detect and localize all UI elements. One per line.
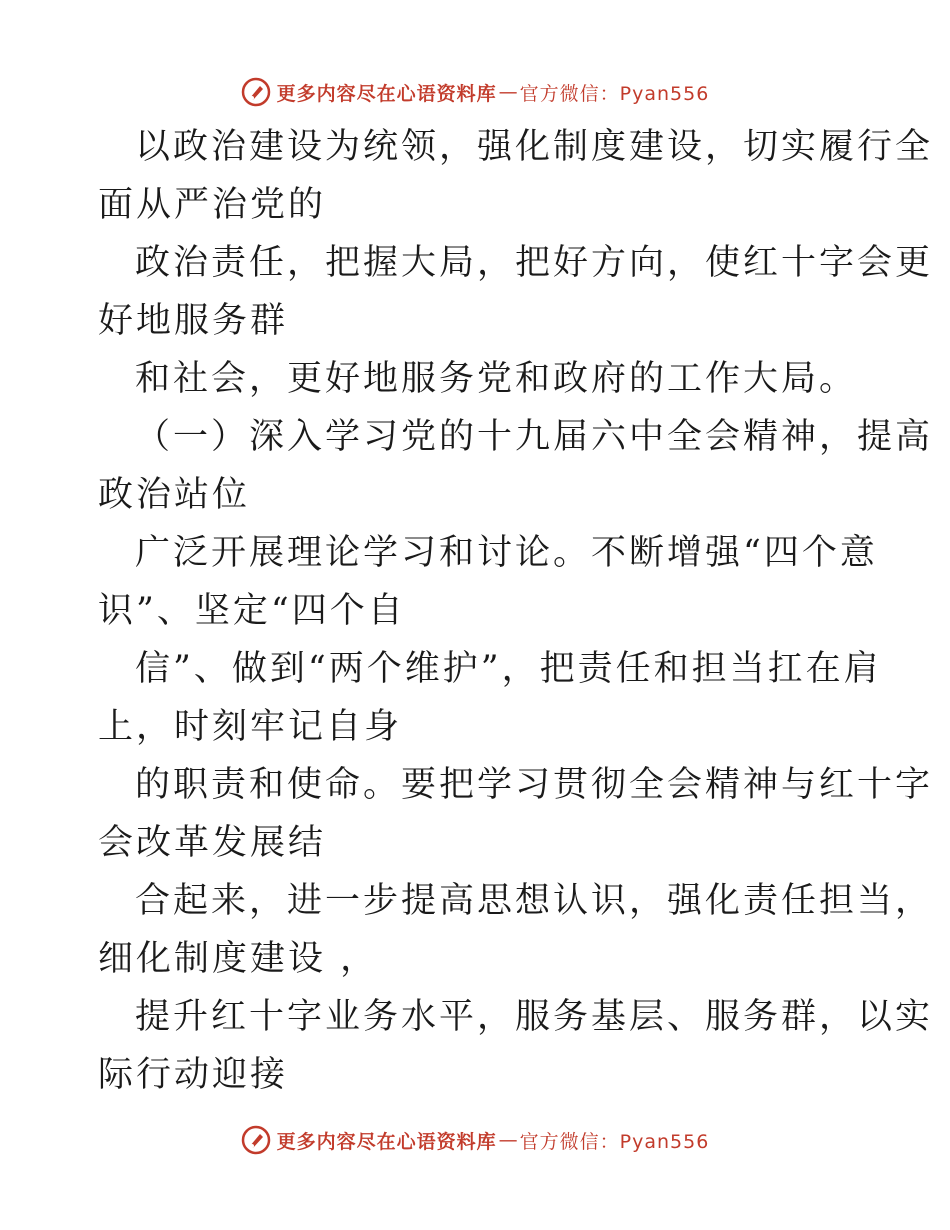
text-line: 上，时刻牢记自身 — [98, 707, 403, 747]
text-line: 以政治建设为统领，强化制度建设，切实履行全 — [135, 127, 934, 167]
pen-nib-logo-icon — [241, 77, 271, 107]
header-banner — [0, 72, 950, 112]
banner-contact: 官方微信：Pyan556 — [519, 82, 710, 105]
section-heading-line: 政治站位 — [98, 475, 251, 515]
banner-separator: — — [498, 1129, 518, 1151]
text-line: 合起来，进一步提高思想认识，强化责任担当， — [135, 881, 934, 921]
text-line: 会改革发展结 — [98, 823, 327, 863]
text-line: 政治责任，把握大局，把好方向，使红十字会更 — [135, 243, 934, 283]
text-line: 信”、做到“两个维护”，把责任和担当扛在肩 — [135, 649, 882, 689]
text-line: 细化制度建设 ， — [98, 939, 379, 979]
text-line: 识”、坚定“四个自 — [98, 591, 406, 631]
text-line: 提升红十字业务水平，服务基层、服务群，以实 — [135, 997, 934, 1037]
text-line: 的职责和使命。要把学习贯彻全会精神与红十字 — [135, 765, 934, 805]
footer-banner — [0, 1120, 950, 1160]
banner-separator: — — [498, 81, 518, 103]
text-line: 广泛开展理论学习和讨论。不断增强“四个意 — [135, 533, 878, 573]
pen-nib-logo-icon — [241, 1125, 271, 1155]
text-line: 际行动迎接 — [98, 1055, 289, 1095]
document-body — [98, 118, 934, 1104]
text-line: 面从严治党的 — [98, 185, 327, 225]
section-heading-line: （一）深入学习党的十九届六中全会精神，提高 — [135, 417, 934, 457]
text-line: 和社会，更好地服务党和政府的工作大局。 — [135, 359, 858, 399]
text-line: 好地服务群 — [98, 301, 289, 341]
banner-text: 更多内容尽在心语资料库 — [276, 1130, 497, 1153]
banner-contact: 官方微信：Pyan556 — [519, 1130, 710, 1153]
banner-text: 更多内容尽在心语资料库 — [276, 82, 497, 105]
